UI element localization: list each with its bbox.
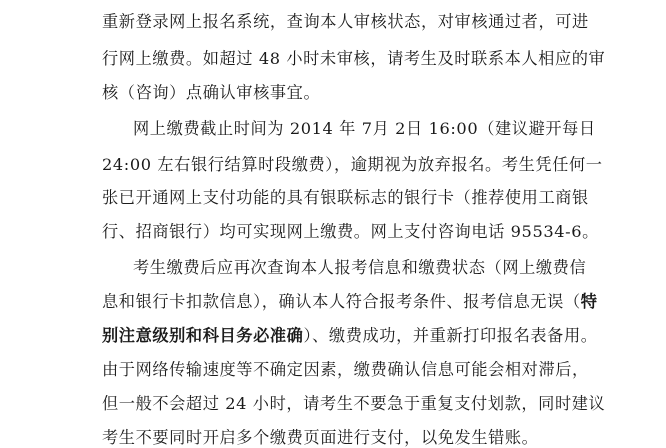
text-segment: 行、招商银行）均可实现网上缴费。网上支付咨询电话 95534-6。 xyxy=(102,222,599,241)
paragraph-2-line-3 xyxy=(102,188,589,208)
text-segment: 考生不要同时开启多个缴费页面进行支付，以免发生错账。 xyxy=(102,428,539,447)
paragraph-1-line-1 xyxy=(102,12,589,32)
paragraph-3-line-5 xyxy=(102,394,605,414)
text-segment: 息和银行卡扣款信息），确认本人符合报考条件、报考信息无误（ xyxy=(102,292,581,311)
paragraph-3-line-6 xyxy=(102,428,538,448)
text-segment: ）、缴费成功，并重新打印报名表备用。 xyxy=(303,326,598,345)
text-segment: 核（咨询）点确认审核事宜。 xyxy=(102,83,321,102)
bold-emphasis-text: 别注意级别和科目务必准确 xyxy=(102,326,304,345)
text-segment: 考生缴费后应再次查询本人报考信息和缴费状态（网上缴费信 xyxy=(133,258,587,277)
paragraph-2-line-4 xyxy=(102,222,599,242)
paragraph-2-line-1 xyxy=(133,119,596,139)
paragraph-1-line-2 xyxy=(102,49,605,69)
text-segment: 重新登录网上报名系统，查询本人审核状态，对审核通过者，可进 xyxy=(102,12,589,31)
text-segment: 张已开通网上支付功能的具有银联标志的银行卡（推荐使用工商银 xyxy=(102,188,589,207)
text-segment: 但一般不会超过 24 小时，请考生不要急于重复支付划款，同时建议 xyxy=(102,394,606,413)
text-segment: 24:00 左右银行结算时段缴费），逾期视为放弃报名。考生凭任何一 xyxy=(102,155,603,174)
text-segment: 由于网络传输速度等不确定因素，缴费确认信息可能会相对滞后， xyxy=(102,360,589,379)
paragraph-3-line-3 xyxy=(102,326,598,346)
paragraph-2-line-2 xyxy=(102,155,603,175)
paragraph-3-line-2 xyxy=(102,292,598,312)
paragraph-1-line-3 xyxy=(102,83,320,103)
paragraph-3-line-1 xyxy=(133,258,586,278)
paragraph-3-line-4 xyxy=(102,360,589,380)
text-segment: 网上缴费截止时间为 2014 年 7月 2日 16:00（建议避开每日 xyxy=(133,119,596,138)
bold-emphasis-text: 特 xyxy=(580,292,598,311)
text-segment: 行网上缴费。如超过 48 小时未审核，请考生及时联系本人相应的审 xyxy=(102,49,606,68)
